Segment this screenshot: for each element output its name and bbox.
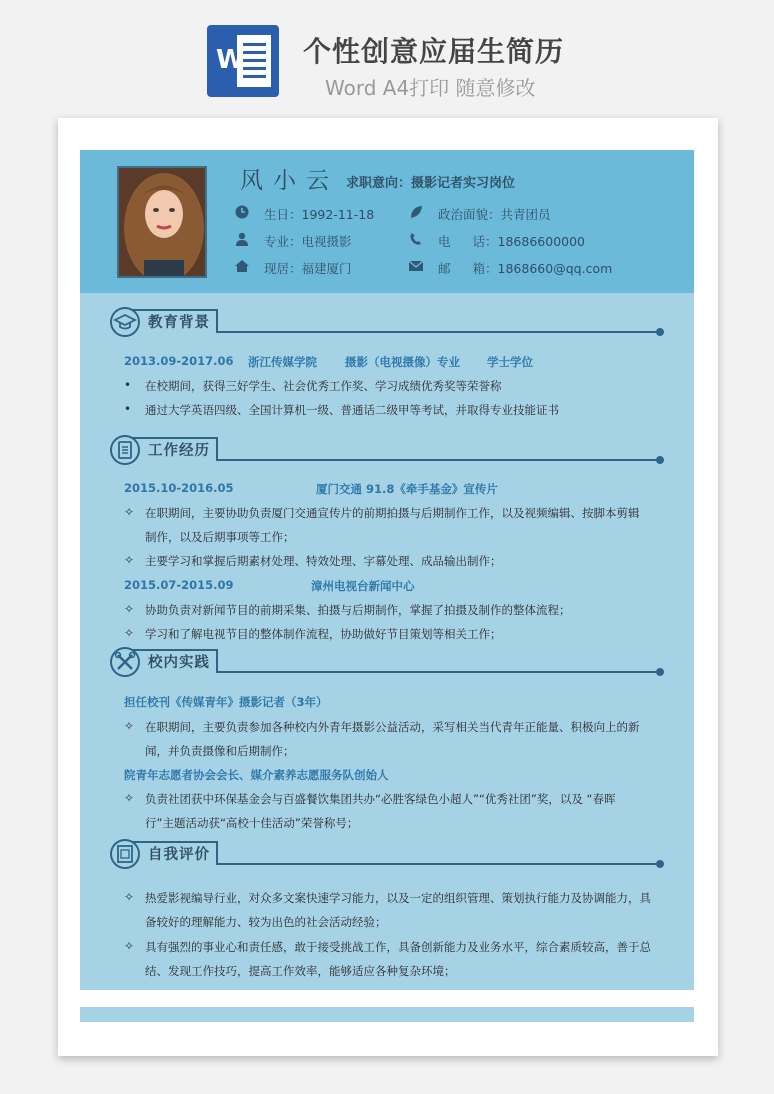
section-title: 教育背景 [148, 315, 210, 331]
birth-info: 生日：1992-11-18 [264, 205, 374, 223]
phone-info: 电 话：18686600000 [438, 232, 585, 250]
self-line: 具有强烈的事业心和责任感，敢于接受挑战工作，具备创新能力及业务水平，综合素质较高，善于总 [145, 940, 651, 954]
resume-body [80, 150, 694, 990]
bullet-diamond: ✧ [124, 791, 135, 805]
graduation-cap-icon [110, 307, 140, 337]
template-banner [0, 0, 774, 110]
email-info: 邮 箱：1868660@qq.com [438, 259, 612, 277]
job1-line: 制作，以及后期事项等工作； [145, 530, 295, 544]
job1-line: 在职期间，主要协助负责厦门交通宣传片的前期拍摄与后期制作工作，以及视频编辑、按脚本剪辑 [145, 506, 640, 520]
mail-icon [408, 258, 424, 274]
self-line: 热爱影视编导行业，对众多文案快速学习能力，以及一定的组织管理、策划执行能力及协调能力，具 [145, 891, 651, 905]
candidate-name: 风小云 [240, 168, 339, 194]
job1-org: 厦门交通 91.8《牵手基金》宣传片 [316, 482, 498, 496]
job2-period: 2015.07-2015.09 [124, 578, 234, 592]
banner-title: 个性创意应届生简历 [303, 35, 565, 68]
job2-org: 漳州电视台新闻中心 [311, 579, 415, 593]
word-logo-icon [207, 25, 279, 97]
job-intent: 求职意向：摄影记者实习岗位 [346, 176, 516, 191]
tools-icon [110, 647, 140, 677]
section-title: 自我评价 [148, 847, 210, 863]
bullet-dot: • [124, 402, 132, 416]
campus-line: 负责社团获中环保基金会与百盛餐饮集团共办“必胜客绿色小超人”“优秀社团”奖，以及 “春晖 [145, 792, 616, 806]
bullet-diamond: ✧ [124, 890, 135, 904]
home-icon [234, 258, 250, 274]
politics-info: 政治面貌：共青团员 [438, 205, 551, 223]
section-work-header [110, 436, 660, 466]
leaf-icon [408, 204, 424, 220]
word-logo-letter: W [216, 45, 245, 75]
campus-role: 担任校刊《传媒青年》摄影记者（3年） [124, 695, 328, 709]
clock-icon [234, 204, 250, 220]
edu-major: 摄影（电视摄像）专业 [345, 355, 460, 369]
document-icon [110, 839, 140, 869]
bullet-diamond: ✧ [124, 553, 135, 567]
edu-school: 浙江传媒学院 [248, 355, 317, 369]
banner-subtitle: Word A4打印 随意修改 [325, 76, 536, 100]
job2-line: 协助负责对新闻节目的前期采集、拍摄与后期制作，掌握了拍摄及制作的整体流程； [145, 603, 571, 617]
section-campus-header [110, 648, 660, 678]
job1-period: 2015.10-2016.05 [124, 481, 234, 495]
job2-line: 学习和了解电视节目的整体制作流程，协助做好节目策划等相关工作； [145, 627, 502, 641]
section-title: 校内实践 [148, 655, 210, 671]
bullet-diamond: ✧ [124, 719, 135, 733]
job1-line: 主要学习和掌握后期素材处理、特效处理、字幕处理、成品输出制作； [145, 554, 502, 568]
major-info: 专业：电视摄影 [264, 232, 352, 250]
phone-icon [408, 231, 424, 247]
campus-role: 院青年志愿者协会会长、媒介素养志愿服务队创始人 [124, 768, 389, 782]
self-line: 结、发现工作技巧，提高工作效率，能够适应各种复杂环境； [145, 964, 456, 978]
section-title: 工作经历 [148, 443, 210, 459]
bullet-diamond: ✧ [124, 602, 135, 616]
bullet-diamond: ✧ [124, 626, 135, 640]
section-education-header [110, 308, 660, 338]
campus-line: 闻，并负责摄像和后期制作； [145, 744, 295, 758]
edu-item: 在校期间，获得三好学生、社会优秀工作奖、学习成绩优秀奖等荣誉称 [145, 379, 502, 393]
clipboard-icon [110, 435, 140, 465]
self-line: 备较好的理解能力、较为出色的社会活动经验； [145, 915, 387, 929]
bullet-diamond: ✧ [124, 939, 135, 953]
edu-degree: 学士学位 [487, 355, 533, 369]
bullet-dot: • [124, 378, 132, 392]
campus-line: 行”主题活动获“高校十佳活动”荣誉称号； [145, 816, 359, 830]
bottom-strip [80, 1007, 694, 1022]
edu-period: 2013.09-2017.06 [124, 354, 234, 368]
home-info: 现居：福建厦门 [264, 259, 352, 277]
section-self-header [110, 840, 660, 870]
resume-header [80, 150, 694, 293]
bullet-diamond: ✧ [124, 505, 135, 519]
campus-line: 在职期间，主要负责参加各种校内外青年摄影公益活动，采写相关当代青年正能量、积极向上的新 [145, 720, 640, 734]
profile-photo [117, 166, 207, 278]
edu-item: 通过大学英语四级、全国计算机一级、普通话二级甲等考试，并取得专业技能证书 [145, 403, 559, 417]
user-icon [234, 231, 250, 247]
